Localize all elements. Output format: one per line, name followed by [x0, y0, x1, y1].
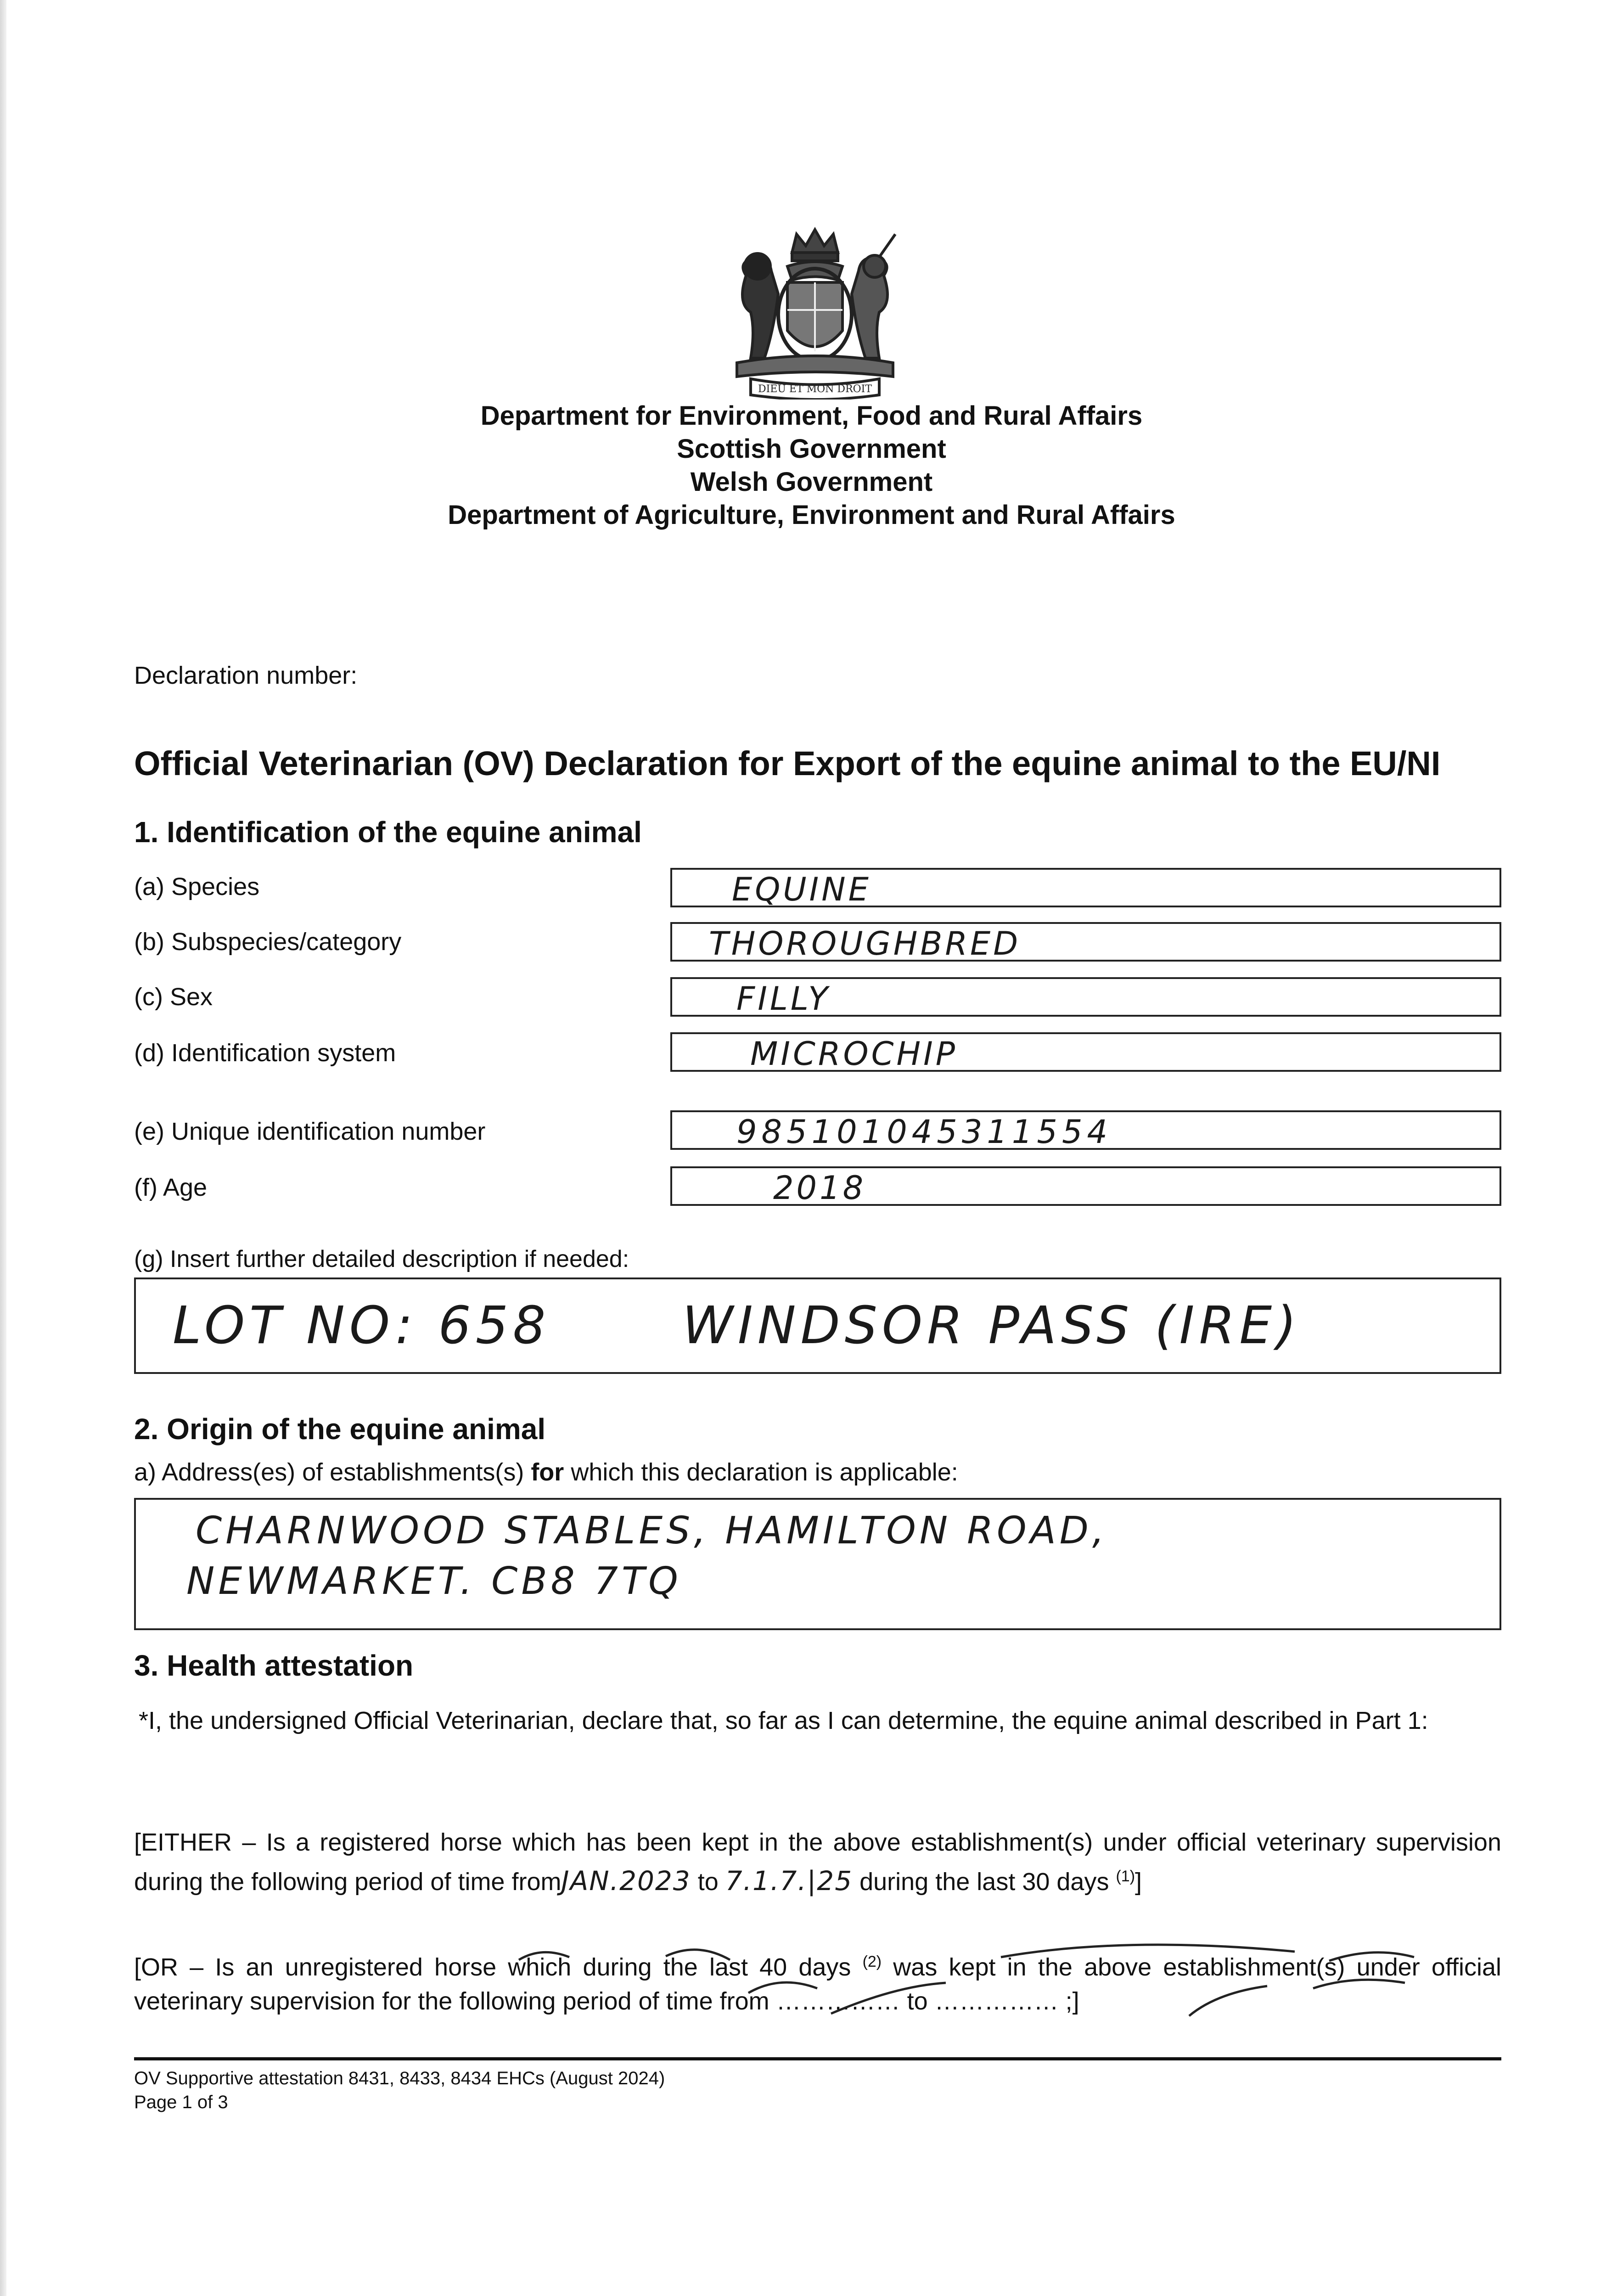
subspecies-label: (b) Subspecies/category [134, 928, 402, 956]
age-value: 2018 [773, 1169, 866, 1207]
sex-field[interactable] [670, 977, 1501, 1017]
address-label-text: which this declaration is applicable: [564, 1458, 958, 1486]
address-label [134, 1458, 958, 1486]
either-clause-text: [EITHER – Is a registered horse which has been kept in the above establishment(s) under official veterinary supervision during the following period of time from [134, 1829, 1501, 1896]
address-line-2: NEWMARKET. CB8 7TQ [186, 1559, 682, 1603]
identification-system-label: (d) Identification system [134, 1039, 396, 1067]
footer [134, 2066, 665, 2114]
department-header [0, 400, 1623, 532]
subspecies-field[interactable] [670, 922, 1501, 962]
address-label-text: a) Address(es) of establishments(s) [134, 1458, 531, 1486]
section-2-heading: 2. Origin of the equine animal [134, 1412, 546, 1446]
identification-system-value: MICROCHIP [750, 1035, 958, 1073]
sex-label: (c) Sex [134, 983, 213, 1011]
royal-coat-of-arms-icon [719, 225, 911, 400]
identification-system-field[interactable] [670, 1032, 1501, 1072]
address-line-1: CHARNWOOD STABLES, HAMILTON ROAD, [196, 1509, 1108, 1553]
department-line: Department of Agriculture, Environment and Rural Affairs [448, 500, 1175, 530]
either-clause-end: ] [1135, 1868, 1142, 1896]
either-clause [134, 1825, 1501, 1899]
horse-name-value: WINDSOR PASS (IRE) [682, 1296, 1301, 1356]
declaration-number-label: Declaration number: [134, 662, 358, 689]
health-attestation-intro: *I, the undersigned Official Veterinarian, declare that, so far as I can determine, the equine animal described in Part 1: [139, 1707, 1428, 1734]
unique-id-value: 985101045311554 [736, 1113, 1112, 1151]
department-line: Welsh Government [690, 467, 933, 497]
lot-number-value: LOT NO: 658 [173, 1296, 550, 1356]
section-3-heading: 3. Health attestation [134, 1649, 414, 1682]
page-title: Official Veterinarian (OV) Declaration for Export of the equine animal to the EU/NI [134, 744, 1441, 782]
or-clause-text: was kept in the above establishment(s) under official veterinary supervision for the following period of time from …………… to …………… ;] [134, 1953, 1501, 2015]
sex-value: FILLY [736, 980, 831, 1018]
age-field[interactable] [670, 1166, 1501, 1206]
further-description-field[interactable] [134, 1277, 1501, 1374]
species-value: EQUINE [732, 871, 871, 908]
period-from-value[interactable]: JAN.2023 [561, 1865, 691, 1896]
species-field[interactable] [670, 868, 1501, 907]
department-line: Scottish Government [677, 434, 946, 464]
unique-id-label: (e) Unique identification number [134, 1118, 486, 1145]
scan-edge [0, 0, 6, 2296]
either-to-word: to [691, 1868, 725, 1896]
department-line: Department for Environment, Food and Rural Affairs [480, 401, 1143, 431]
svg-text:DIEU ET MON DROIT: DIEU ET MON DROIT [758, 383, 872, 395]
footer-form-reference: OV Supportive attestation 8431, 8433, 8434 EHCs (August 2024) [134, 2068, 665, 2088]
page-number: Page 1 of 3 [134, 2092, 228, 2112]
either-clause-text: during the last 30 days [853, 1868, 1116, 1896]
footnote-ref: (1) [1116, 1868, 1135, 1885]
further-description-label: (g) Insert further detailed description if needed: [134, 1246, 629, 1272]
footer-divider [134, 2057, 1501, 2060]
subspecies-value: THOROUGHBRED [709, 925, 1021, 962]
section-1-heading: 1. Identification of the equine animal [134, 816, 642, 849]
address-field[interactable] [134, 1498, 1501, 1630]
period-to-value[interactable]: 7.1.7.|25 [725, 1865, 853, 1896]
address-label-emphasis: for [531, 1458, 564, 1486]
species-label: (a) Species [134, 873, 260, 900]
age-label: (f) Age [134, 1174, 208, 1201]
footnote-ref: (2) [862, 1953, 882, 1970]
or-clause [134, 1945, 1501, 2018]
or-clause-text: [OR – Is an unregistered horse which during the last 40 days [134, 1953, 863, 1981]
unique-id-field[interactable] [670, 1110, 1501, 1150]
